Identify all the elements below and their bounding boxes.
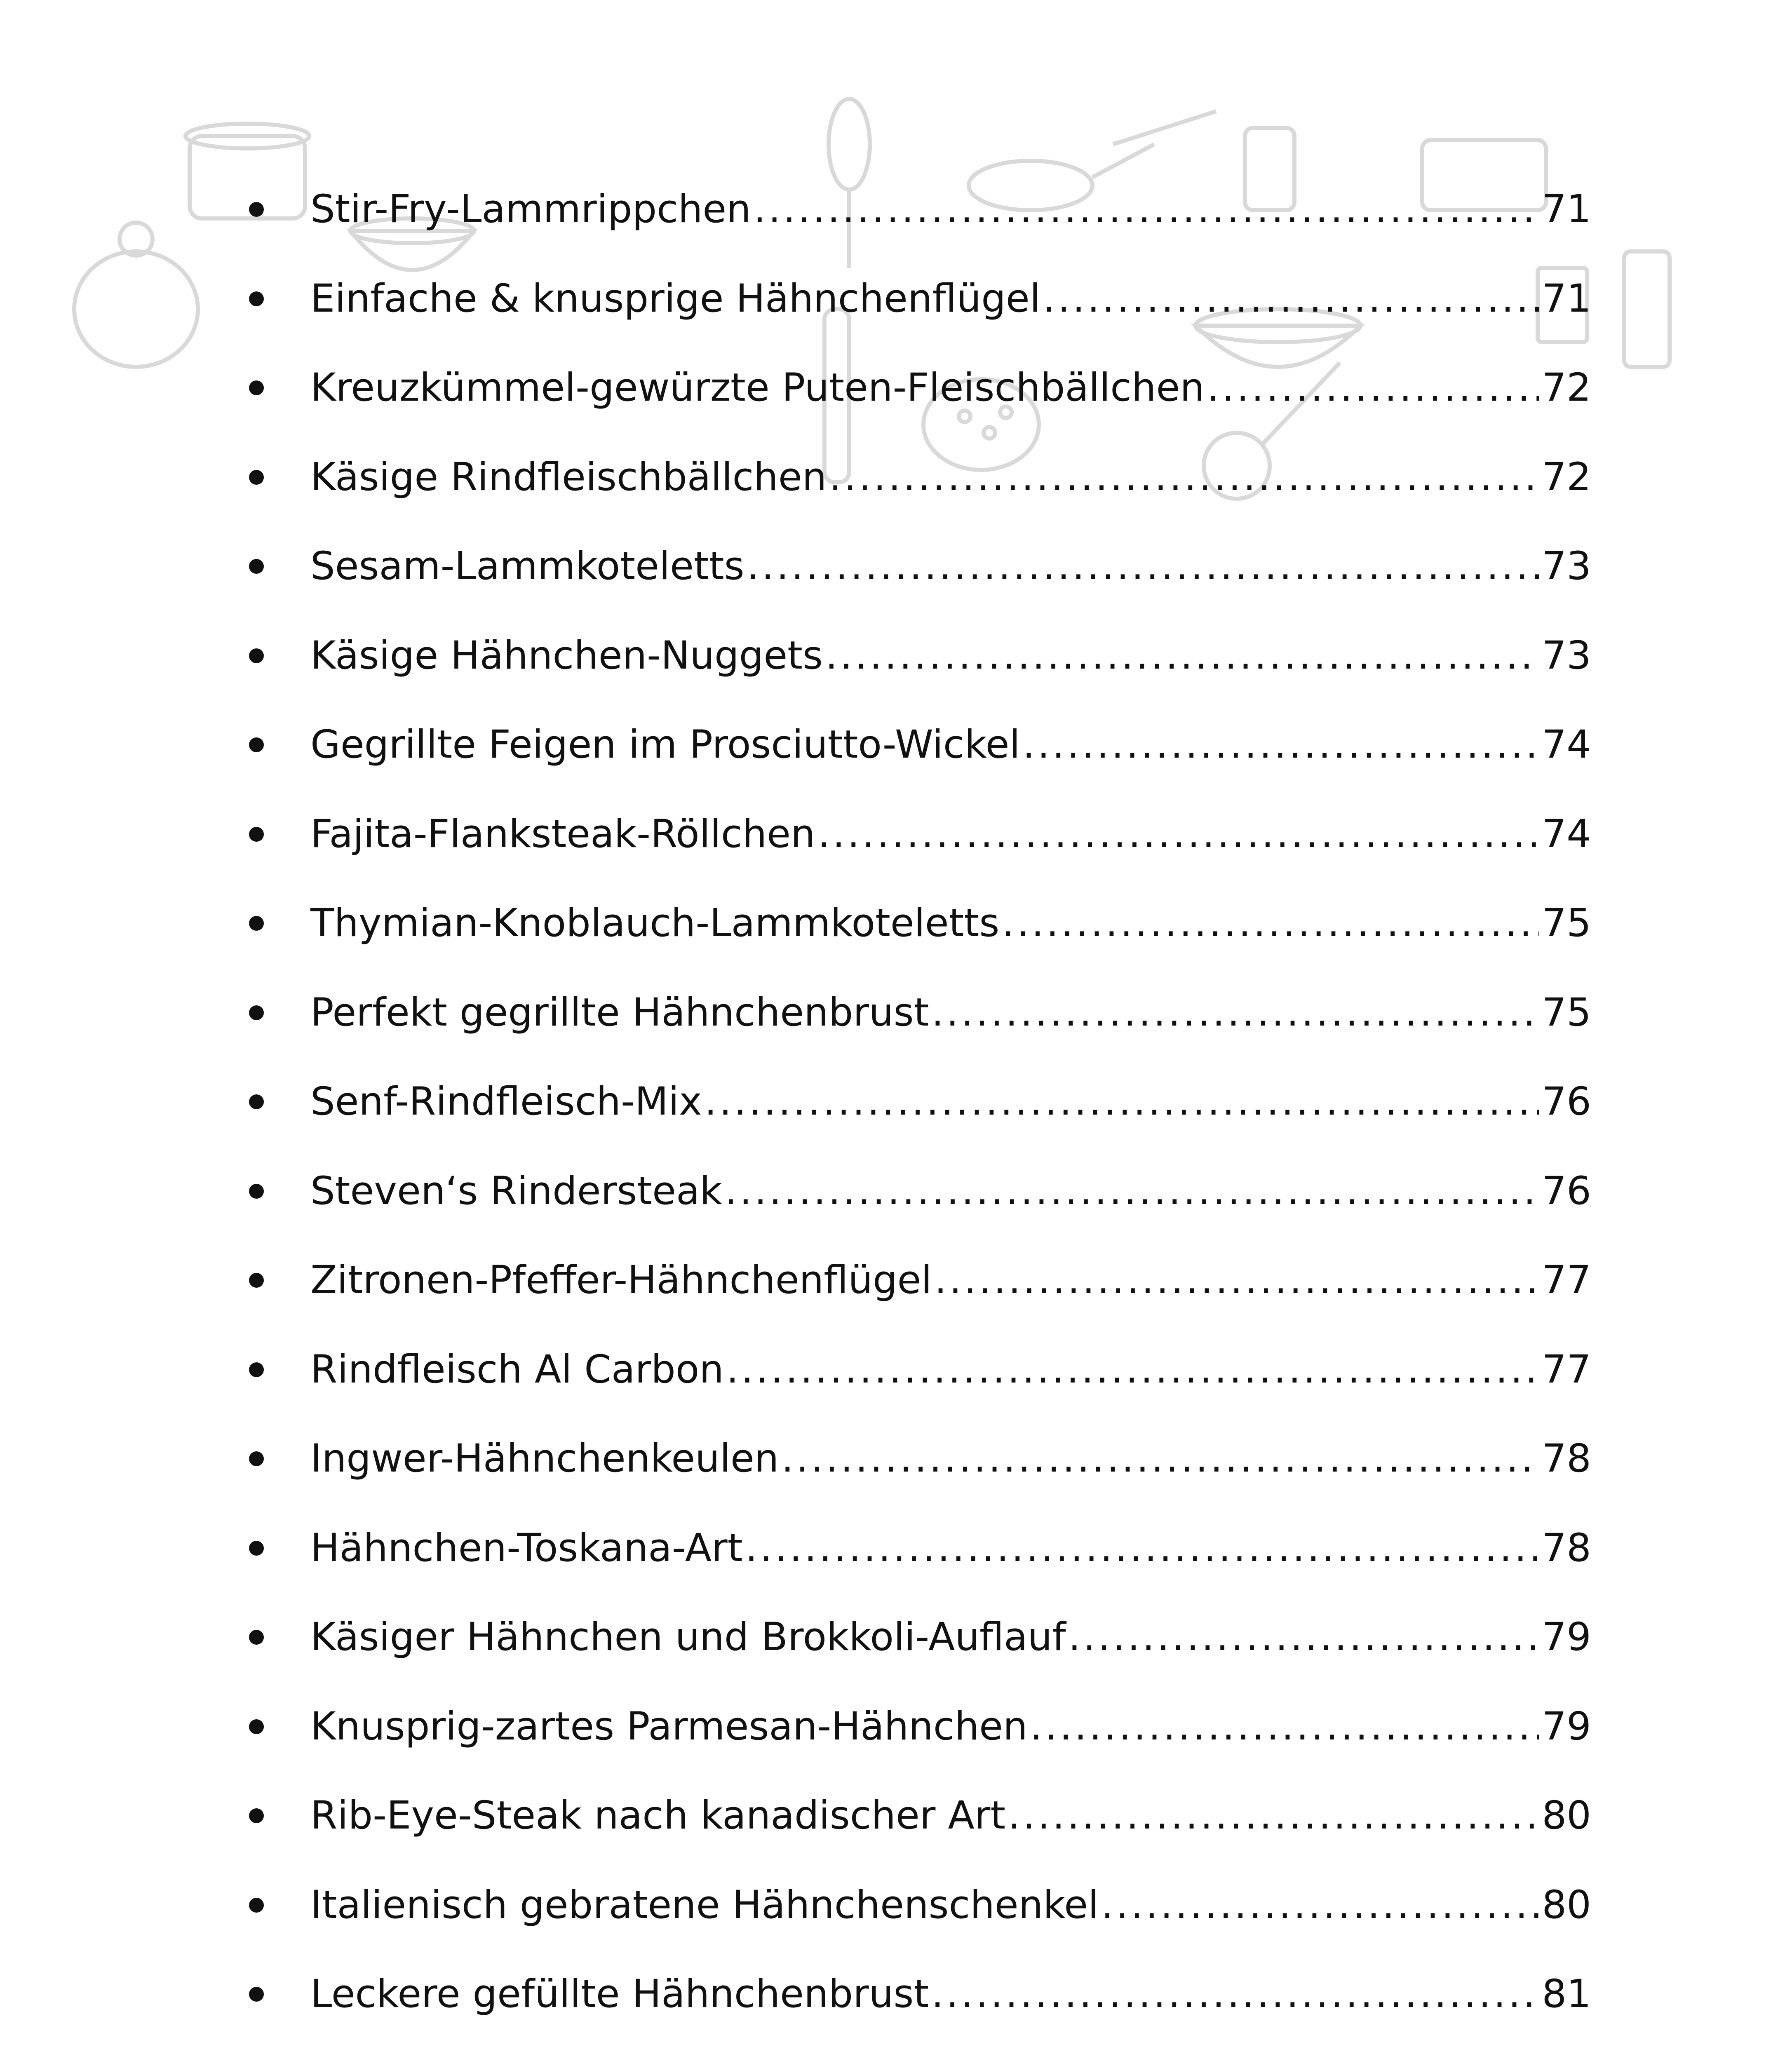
toc-entry-title: Stir-Fry-Lammrippchen xyxy=(310,187,751,232)
dot-leader xyxy=(705,1082,1540,1121)
toc-entry[interactable] xyxy=(231,343,1591,433)
knife-icon xyxy=(1113,111,1216,144)
dot-leader xyxy=(825,636,1539,675)
toc-entry-title: Sesam-Lammkoteletts xyxy=(310,544,745,589)
dot-leader xyxy=(745,1529,1540,1568)
bullet-icon xyxy=(249,380,264,395)
toc-entry-title: Ingwer-Hähnchenkeulen xyxy=(310,1436,779,1481)
bullet-icon xyxy=(249,1898,264,1913)
toc-entry-title: Thymian-Knoblauch-Lammkoteletts xyxy=(310,901,1000,946)
bullet-icon xyxy=(249,1808,264,1823)
dot-leader xyxy=(1207,369,1539,407)
bullet-icon xyxy=(249,202,264,217)
toc-entry[interactable] xyxy=(231,968,1591,1058)
toc-entry-page: 79 xyxy=(1542,1615,1591,1660)
dot-leader xyxy=(931,1975,1539,2014)
toc-entry[interactable] xyxy=(231,879,1591,968)
bullet-icon xyxy=(249,1541,264,1556)
toc-entry[interactable] xyxy=(231,1147,1591,1236)
dot-leader xyxy=(725,1172,1539,1211)
bullet-icon xyxy=(249,291,264,306)
toc-entry-title: Käsige Rindfleischbällchen xyxy=(310,454,827,500)
toc-entry-title: Italienisch gebratene Hähnchenschenkel xyxy=(310,1882,1099,1927)
grater-icon xyxy=(1624,251,1670,367)
toc-entry-page: 73 xyxy=(1542,544,1591,589)
dot-leader xyxy=(754,190,1540,229)
dot-leader xyxy=(931,993,1539,1032)
toc-entry-page: 72 xyxy=(1542,365,1591,411)
toc-entry[interactable] xyxy=(231,1325,1591,1415)
toc-entry-page: 76 xyxy=(1542,1168,1591,1214)
table-of-contents xyxy=(231,165,1591,2061)
toc-entry-page: 74 xyxy=(1542,722,1591,768)
dot-leader xyxy=(781,1439,1539,1478)
toc-entry[interactable] xyxy=(231,1504,1591,1593)
toc-entry-title: Käsige Hähnchen-Nuggets xyxy=(310,633,823,678)
dot-leader xyxy=(747,547,1540,586)
toc-entry-page: 76 xyxy=(1542,1079,1591,1124)
bullet-icon xyxy=(249,1005,264,1020)
toc-entry-title: Rindfleisch Al Carbon xyxy=(310,1347,724,1392)
toc-entry[interactable] xyxy=(231,433,1591,522)
bullet-icon xyxy=(249,648,264,663)
dot-leader xyxy=(1008,1796,1539,1835)
toc-entry-title: Kreuzkümmel-gewürzte Puten-Fleischbällchen xyxy=(310,365,1205,411)
toc-entry-title: Fajita-Flanksteak-Röllchen xyxy=(310,811,815,857)
bullet-icon xyxy=(249,1362,264,1377)
toc-entry[interactable] xyxy=(231,2039,1591,2061)
toc-entry[interactable] xyxy=(231,611,1591,701)
bullet-icon xyxy=(249,1273,264,1288)
toc-entry-page: 75 xyxy=(1542,901,1591,946)
toc-entry[interactable] xyxy=(231,254,1591,344)
toc-entry-page: 81 xyxy=(1542,1972,1591,2017)
pot-icon xyxy=(74,223,198,367)
toc-entry[interactable] xyxy=(231,1950,1591,2039)
toc-entry-page: 78 xyxy=(1542,1525,1591,1570)
toc-entry-title: Leckere gefüllte Hähnchenbrust xyxy=(310,1972,929,2017)
dot-leader xyxy=(726,1350,1539,1389)
bullet-icon xyxy=(249,470,264,485)
dot-leader xyxy=(1030,1707,1540,1746)
dot-leader xyxy=(935,1261,1540,1300)
bullet-icon xyxy=(249,1987,264,2002)
toc-entry-page: 79 xyxy=(1542,1704,1591,1749)
toc-entry-title: Knusprig-zartes Parmesan-Hähnchen xyxy=(310,1704,1028,1749)
toc-entry[interactable] xyxy=(231,522,1591,611)
toc-entry[interactable] xyxy=(231,1236,1591,1325)
dot-leader xyxy=(1101,1886,1539,1925)
dot-leader xyxy=(1068,1618,1539,1657)
toc-entry[interactable] xyxy=(231,1593,1591,1682)
bullet-icon xyxy=(249,827,264,842)
toc-entry-page: 73 xyxy=(1542,633,1591,678)
toc-entry[interactable] xyxy=(231,1057,1591,1147)
toc-entry-title: Senf-Rindfleisch-Mix xyxy=(310,1079,702,1124)
toc-entry-page: 72 xyxy=(1542,454,1591,500)
toc-entry-page: 75 xyxy=(1542,990,1591,1035)
dot-leader xyxy=(1043,279,1540,318)
bullet-icon xyxy=(249,916,264,931)
toc-entry[interactable] xyxy=(231,790,1591,879)
dot-leader xyxy=(1002,904,1539,943)
toc-entry-page: 80 xyxy=(1542,1882,1591,1927)
toc-entry-page: 77 xyxy=(1542,1258,1591,1303)
toc-entry-page: 74 xyxy=(1542,811,1591,857)
toc-entry[interactable] xyxy=(231,700,1591,790)
toc-entry-title: Rib-Eye-Steak nach kanadischer Art xyxy=(310,1793,1006,1838)
toc-entry[interactable] xyxy=(231,165,1591,254)
toc-entry-title: Zitronen-Pfeffer-Hähnchenflügel xyxy=(310,1258,932,1303)
bullet-icon xyxy=(249,1719,264,1734)
toc-entry-title: Perfekt gegrillte Hähnchenbrust xyxy=(310,990,929,1035)
toc-entry-page: 80 xyxy=(1542,1793,1591,1838)
bullet-icon xyxy=(249,559,264,574)
toc-entry-page: 77 xyxy=(1542,1347,1591,1392)
toc-entry-title: Käsiger Hähnchen und Brokkoli-Auflauf xyxy=(310,1615,1066,1660)
toc-entry-title: Steven‘s Rindersteak xyxy=(310,1168,722,1214)
toc-entry[interactable] xyxy=(231,1771,1591,1861)
bullet-icon xyxy=(249,1094,264,1109)
toc-entry-page: 71 xyxy=(1542,187,1591,232)
toc-entry[interactable] xyxy=(231,1861,1591,1950)
toc-entry-title: Gegrillte Feigen im Prosciutto-Wickel xyxy=(310,722,1020,768)
toc-entry-title: Hähnchen-Toskana-Art xyxy=(310,1525,743,1570)
dot-leader xyxy=(829,458,1539,497)
bullet-icon xyxy=(249,737,264,752)
toc-entry[interactable] xyxy=(231,1414,1591,1504)
toc-entry[interactable] xyxy=(231,1682,1591,1772)
toc-entry-page: 71 xyxy=(1542,276,1591,321)
bullet-icon xyxy=(249,1630,264,1645)
toc-entry-title: Einfache & knusprige Hähnchenflügel xyxy=(310,276,1040,321)
bullet-icon xyxy=(249,1184,264,1199)
toc-entry-page: 78 xyxy=(1542,1436,1591,1481)
dot-leader xyxy=(818,815,1540,854)
dot-leader xyxy=(1023,725,1540,764)
bullet-icon xyxy=(249,1451,264,1466)
